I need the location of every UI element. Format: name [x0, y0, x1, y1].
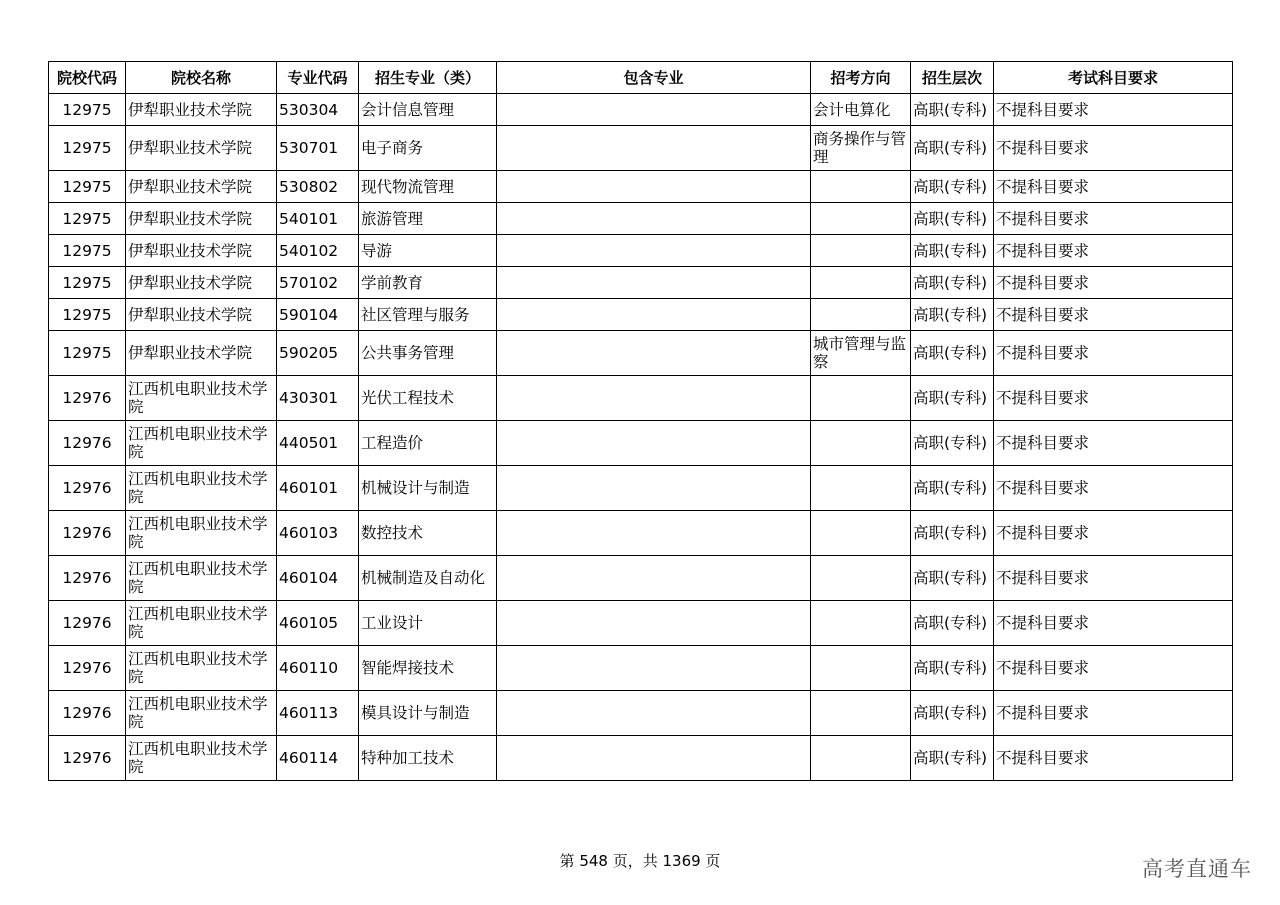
cell-school-code: 12975: [49, 171, 126, 203]
cell-school-name: 伊犁职业技术学院: [126, 203, 277, 235]
cell-major: 工程造价: [359, 421, 497, 466]
cell-school-code: 12976: [49, 421, 126, 466]
cell-requirement: 不提科目要求: [994, 691, 1233, 736]
cell-included-majors: [497, 94, 811, 126]
cell-school-code: 12976: [49, 601, 126, 646]
table-row: [49, 466, 1233, 511]
cell-major-code: 540102: [277, 235, 359, 267]
cell-school-name: 伊犁职业技术学院: [126, 299, 277, 331]
cell-major-code: 460114: [277, 736, 359, 781]
cell-direction: [811, 466, 911, 511]
cell-major-code: 540101: [277, 203, 359, 235]
cell-level: 高职(专科): [911, 511, 994, 556]
cell-level: 高职(专科): [911, 646, 994, 691]
table-row: [49, 601, 1233, 646]
header-major-code: 专业代码: [277, 62, 359, 94]
cell-school-name: 伊犁职业技术学院: [126, 331, 277, 376]
cell-school-name: 江西机电职业技术学院: [126, 736, 277, 781]
cell-major: 数控技术: [359, 511, 497, 556]
cell-level: 高职(专科): [911, 466, 994, 511]
header-school-code: 院校代码: [49, 62, 126, 94]
cell-school-code: 12976: [49, 466, 126, 511]
cell-direction: [811, 203, 911, 235]
cell-direction: [811, 267, 911, 299]
cell-requirement: 不提科目要求: [994, 94, 1233, 126]
cell-school-name: 伊犁职业技术学院: [126, 235, 277, 267]
watermark-text: 高考直通车: [1142, 857, 1252, 881]
cell-school-code: 12976: [49, 736, 126, 781]
cell-level: 高职(专科): [911, 556, 994, 601]
header-school-name: 院校名称: [126, 62, 277, 94]
cell-direction: [811, 421, 911, 466]
cell-requirement: 不提科目要求: [994, 331, 1233, 376]
cell-school-name: 伊犁职业技术学院: [126, 267, 277, 299]
cell-included-majors: [497, 171, 811, 203]
cell-included-majors: [497, 126, 811, 171]
cell-major-code: 460113: [277, 691, 359, 736]
table-row: [49, 235, 1233, 267]
cell-major: 模具设计与制造: [359, 691, 497, 736]
cell-level: 高职(专科): [911, 736, 994, 781]
cell-school-name: 江西机电职业技术学院: [126, 466, 277, 511]
cell-requirement: 不提科目要求: [994, 511, 1233, 556]
cell-level: 高职(专科): [911, 94, 994, 126]
cell-included-majors: [497, 556, 811, 601]
table-row: [49, 646, 1233, 691]
cell-major: 机械设计与制造: [359, 466, 497, 511]
cell-requirement: 不提科目要求: [994, 267, 1233, 299]
cell-requirement: 不提科目要求: [994, 126, 1233, 171]
admissions-table: [48, 61, 1233, 781]
cell-major: 学前教育: [359, 267, 497, 299]
table-row: [49, 556, 1233, 601]
cell-level: 高职(专科): [911, 267, 994, 299]
cell-major: 光伏工程技术: [359, 376, 497, 421]
cell-major-code: 590104: [277, 299, 359, 331]
cell-major: 工业设计: [359, 601, 497, 646]
cell-school-code: 12975: [49, 203, 126, 235]
cell-level: 高职(专科): [911, 203, 994, 235]
cell-included-majors: [497, 511, 811, 556]
table-row: [49, 299, 1233, 331]
cell-major: 电子商务: [359, 126, 497, 171]
cell-school-name: 江西机电职业技术学院: [126, 646, 277, 691]
header-included-majors: 包含专业: [497, 62, 811, 94]
cell-direction: [811, 376, 911, 421]
cell-major: 机械制造及自动化: [359, 556, 497, 601]
cell-major-code: 530802: [277, 171, 359, 203]
cell-included-majors: [497, 299, 811, 331]
cell-included-majors: [497, 203, 811, 235]
cell-major-code: 590205: [277, 331, 359, 376]
cell-included-majors: [497, 691, 811, 736]
cell-included-majors: [497, 646, 811, 691]
cell-major-code: 460105: [277, 601, 359, 646]
cell-direction: [811, 171, 911, 203]
cell-school-code: 12976: [49, 646, 126, 691]
table-row: [49, 376, 1233, 421]
cell-school-code: 12975: [49, 267, 126, 299]
cell-direction: 会计电算化: [811, 94, 911, 126]
header-requirement: 考试科目要求: [994, 62, 1233, 94]
cell-requirement: 不提科目要求: [994, 601, 1233, 646]
cell-included-majors: [497, 466, 811, 511]
table-row: [49, 94, 1233, 126]
cell-level: 高职(专科): [911, 691, 994, 736]
cell-requirement: 不提科目要求: [994, 421, 1233, 466]
cell-school-name: 江西机电职业技术学院: [126, 421, 277, 466]
table-row: [49, 126, 1233, 171]
cell-major-code: 430301: [277, 376, 359, 421]
cell-level: 高职(专科): [911, 235, 994, 267]
cell-included-majors: [497, 601, 811, 646]
cell-major-code: 460103: [277, 511, 359, 556]
cell-direction: [811, 556, 911, 601]
table-row: [49, 736, 1233, 781]
cell-included-majors: [497, 421, 811, 466]
cell-direction: [811, 691, 911, 736]
cell-school-code: 12975: [49, 331, 126, 376]
cell-school-code: 12975: [49, 94, 126, 126]
cell-level: 高职(专科): [911, 601, 994, 646]
cell-school-code: 12975: [49, 126, 126, 171]
cell-direction: [811, 299, 911, 331]
cell-level: 高职(专科): [911, 421, 994, 466]
table-row: [49, 421, 1233, 466]
cell-school-code: 12976: [49, 511, 126, 556]
cell-included-majors: [497, 235, 811, 267]
cell-major: 导游: [359, 235, 497, 267]
cell-school-name: 江西机电职业技术学院: [126, 511, 277, 556]
table-row: [49, 331, 1233, 376]
cell-requirement: 不提科目要求: [994, 299, 1233, 331]
cell-requirement: 不提科目要求: [994, 235, 1233, 267]
cell-school-code: 12976: [49, 691, 126, 736]
page-number: 第 548 页，共 1369 页: [559, 852, 721, 870]
cell-level: 高职(专科): [911, 171, 994, 203]
table-row: [49, 267, 1233, 299]
cell-major-code: 460101: [277, 466, 359, 511]
cell-requirement: 不提科目要求: [994, 556, 1233, 601]
cell-school-name: 江西机电职业技术学院: [126, 376, 277, 421]
cell-school-name: 伊犁职业技术学院: [126, 171, 277, 203]
cell-school-name: 江西机电职业技术学院: [126, 601, 277, 646]
cell-major-code: 440501: [277, 421, 359, 466]
cell-direction: [811, 646, 911, 691]
cell-school-code: 12976: [49, 556, 126, 601]
cell-included-majors: [497, 267, 811, 299]
cell-major: 会计信息管理: [359, 94, 497, 126]
cell-level: 高职(专科): [911, 376, 994, 421]
cell-included-majors: [497, 376, 811, 421]
header-major: 招生专业（类）: [359, 62, 497, 94]
cell-included-majors: [497, 331, 811, 376]
cell-school-code: 12975: [49, 299, 126, 331]
cell-major-code: 570102: [277, 267, 359, 299]
header-level: 招生层次: [911, 62, 994, 94]
cell-requirement: 不提科目要求: [994, 203, 1233, 235]
cell-school-code: 12975: [49, 235, 126, 267]
cell-major: 社区管理与服务: [359, 299, 497, 331]
cell-direction: 城市管理与监察: [811, 331, 911, 376]
cell-school-code: 12976: [49, 376, 126, 421]
cell-direction: [811, 601, 911, 646]
cell-major-code: 460110: [277, 646, 359, 691]
table-header-row: [49, 62, 1233, 94]
table-row: [49, 511, 1233, 556]
cell-school-name: 伊犁职业技术学院: [126, 126, 277, 171]
cell-direction: [811, 511, 911, 556]
cell-level: 高职(专科): [911, 126, 994, 171]
cell-level: 高职(专科): [911, 331, 994, 376]
cell-direction: 商务操作与管理: [811, 126, 911, 171]
table-row: [49, 691, 1233, 736]
table-row: [49, 203, 1233, 235]
cell-major-code: 530304: [277, 94, 359, 126]
header-direction: 招考方向: [811, 62, 911, 94]
cell-major: 旅游管理: [359, 203, 497, 235]
cell-requirement: 不提科目要求: [994, 646, 1233, 691]
cell-level: 高职(专科): [911, 299, 994, 331]
table-row: [49, 171, 1233, 203]
cell-included-majors: [497, 736, 811, 781]
cell-direction: [811, 736, 911, 781]
cell-school-name: 伊犁职业技术学院: [126, 94, 277, 126]
table-body: [49, 94, 1233, 781]
cell-requirement: 不提科目要求: [994, 376, 1233, 421]
cell-major-code: 530701: [277, 126, 359, 171]
cell-major: 特种加工技术: [359, 736, 497, 781]
cell-requirement: 不提科目要求: [994, 736, 1233, 781]
cell-major: 现代物流管理: [359, 171, 497, 203]
cell-requirement: 不提科目要求: [994, 171, 1233, 203]
cell-major: 公共事务管理: [359, 331, 497, 376]
cell-requirement: 不提科目要求: [994, 466, 1233, 511]
cell-major: 智能焊接技术: [359, 646, 497, 691]
cell-major-code: 460104: [277, 556, 359, 601]
cell-direction: [811, 235, 911, 267]
cell-school-name: 江西机电职业技术学院: [126, 556, 277, 601]
cell-school-name: 江西机电职业技术学院: [126, 691, 277, 736]
